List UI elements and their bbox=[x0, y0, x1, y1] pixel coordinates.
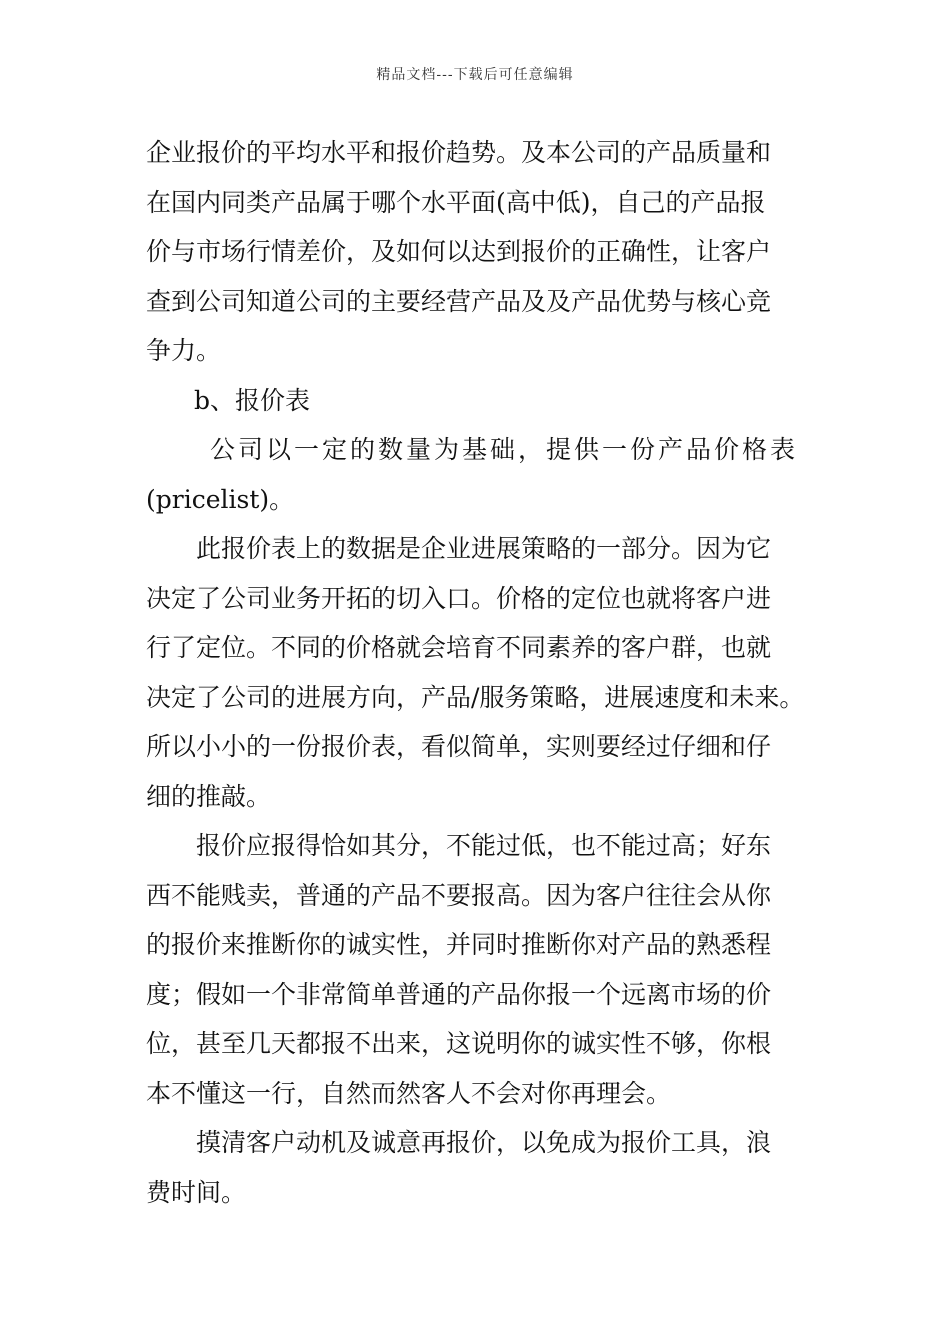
text-line: 公司以一定的数量为基础，提供一份产品价格表 bbox=[210, 435, 799, 464]
page-header: 精品文档---下载后可任意编辑 bbox=[376, 67, 574, 83]
text-line: 企业报价的平均水平和报价趋势。及本公司的产品质量和 bbox=[146, 138, 772, 167]
text-line: 此报价表上的数据是企业进展策略的一部分。因为它 bbox=[196, 534, 772, 563]
text-line: 西不能贱卖，普通的产品不要报高。因为客户往往会从你 bbox=[146, 880, 772, 910]
text-line: 决定了公司业务开拓的切入口。价格的定位也就将客户进 bbox=[146, 583, 772, 613]
text-line: 在国内同类产品属于哪个水平面(高中低)，自己的产品报 bbox=[146, 187, 766, 217]
text-line: 报价应报得恰如其分，不能过低，也不能过高；好东 bbox=[196, 831, 772, 860]
text-line: 摸清客户动机及诚意再报价，以免成为报价工具，浪 bbox=[196, 1128, 772, 1157]
text-line: (pricelist)。 bbox=[146, 484, 295, 514]
text-line: 价与市场行情差价，及如何以达到报价的正确性，让客户 bbox=[146, 237, 772, 266]
section-heading: b、报价表 bbox=[194, 385, 311, 415]
text-line: 行了定位。不同的价格就会培育不同素养的客户群，也就 bbox=[146, 633, 772, 662]
text-line: 决定了公司的进展方向，产品/服务策略，进展速度和未来。 bbox=[146, 682, 805, 712]
text-line: 费时间。 bbox=[146, 1177, 247, 1207]
text-line: 所以小小的一份报价表，看似简单，实则要经过仔细和仔 bbox=[146, 732, 772, 761]
text-line: 度；假如一个非常简单普通的产品你报一个远离市场的价 bbox=[146, 979, 772, 1009]
text-line: 位，甚至几天都报不出来，这说明你的诚实性不够，你根 bbox=[146, 1029, 772, 1058]
document-body bbox=[146, 128, 808, 1217]
text-line: 争力。 bbox=[146, 336, 222, 365]
text-line: 查到公司知道公司的主要经营产品及及产品优势与核心竞 bbox=[146, 286, 772, 316]
text-line: 细的推敲。 bbox=[146, 781, 272, 811]
text-line: 本不懂这一行，自然而然客人不会对你再理会。 bbox=[146, 1078, 672, 1108]
text-line: 的报价来推断你的诚实性，并同时推断你对产品的熟悉程 bbox=[146, 930, 772, 959]
